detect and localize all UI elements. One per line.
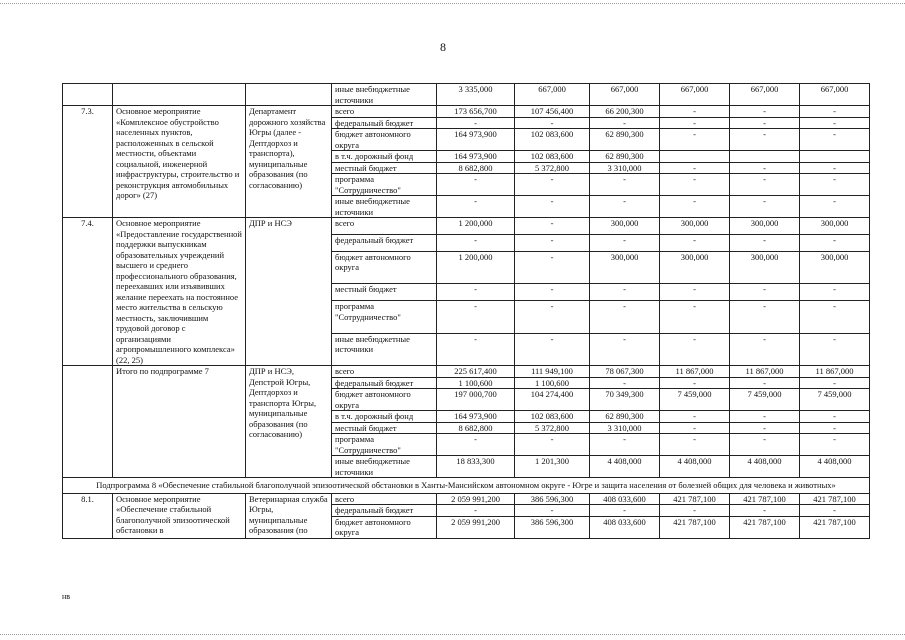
amount-cell: - (660, 234, 730, 251)
funding-source: всего (332, 106, 437, 118)
row-number (63, 84, 113, 106)
amount-cell: 421 787,100 (660, 493, 730, 505)
amount-cell: - (660, 196, 730, 218)
funding-source: бюджет автономного округа (332, 129, 437, 151)
amount-cell: - (800, 162, 870, 174)
amount-cell: 7 459,000 (660, 389, 730, 411)
amount-cell: 300,000 (590, 251, 660, 283)
amount-cell: 4 408,000 (730, 456, 800, 478)
funding-source: программа "Сотрудничество" (332, 174, 437, 196)
amount-cell: - (800, 174, 870, 196)
amount-cell: 2 059 991,200 (437, 516, 515, 538)
amount-cell: 421 787,100 (730, 516, 800, 538)
funding-source: бюджет автономного округа (332, 251, 437, 283)
row-number: 8.1. (63, 493, 113, 538)
amount-cell: 300,000 (800, 251, 870, 283)
amount-cell: - (730, 106, 800, 118)
amount-cell: - (515, 434, 590, 456)
funding-source: местный бюджет (332, 284, 437, 301)
measure-name (113, 84, 246, 106)
executor: ДПР и НСЭ, Депстрой Югры, Дептдорхоз и транспорта Югры, муниципальные образования (по согласованию) (246, 366, 332, 478)
amount-cell: 102 083,600 (515, 129, 590, 151)
row-number: 7.4. (63, 218, 113, 366)
measure-name: Итого по подпрограмме 7 (113, 366, 246, 478)
amount-cell: - (437, 434, 515, 456)
row-number (63, 366, 113, 478)
amount-cell: - (515, 251, 590, 283)
amount-cell: 3 335,000 (437, 84, 515, 106)
funding-source: программа "Сотрудничество" (332, 434, 437, 456)
amount-cell: 164 973,900 (437, 151, 515, 163)
amount-cell: 667,000 (515, 84, 590, 106)
amount-cell: - (660, 377, 730, 389)
amount-cell: 7 459,000 (730, 389, 800, 411)
amount-cell: - (515, 333, 590, 365)
footnote: нв (62, 592, 71, 601)
measure-name: Основное мероприятие «Комплексное обустройство населенных пунктов, расположенных в сельской местности, объектами социальной, инженерной инфраструктуры, строительство и реконструкция автомобильных дорог» (27) (113, 106, 246, 218)
amount-cell: - (800, 284, 870, 301)
amount-cell: - (800, 234, 870, 251)
amount-cell: 421 787,100 (660, 516, 730, 538)
funding-source: бюджет автономного округа (332, 516, 437, 538)
amount-cell: 78 067,300 (590, 366, 660, 378)
amount-cell: - (800, 106, 870, 118)
amount-cell: 421 787,100 (800, 516, 870, 538)
amount-cell: - (730, 333, 800, 365)
amount-cell: - (730, 234, 800, 251)
funding-source: всего (332, 366, 437, 378)
funding-source: иные внебюджетные источники (332, 84, 437, 106)
amount-cell: 1 100,600 (515, 377, 590, 389)
amount-cell: - (515, 174, 590, 196)
amount-cell: 300,000 (660, 218, 730, 235)
amount-cell: 5 372,800 (515, 162, 590, 174)
amount-cell: 164 973,900 (437, 129, 515, 151)
amount-cell: 2 059 991,200 (437, 493, 515, 505)
funding-source: иные внебюджетные источники (332, 456, 437, 478)
amount-cell: - (660, 174, 730, 196)
amount-cell: 300,000 (800, 218, 870, 235)
amount-cell: - (800, 411, 870, 423)
table-row (63, 493, 870, 505)
amount-cell: 421 787,100 (800, 493, 870, 505)
amount-cell: 667,000 (800, 84, 870, 106)
amount-cell: - (660, 422, 730, 434)
amount-cell: 300,000 (730, 251, 800, 283)
amount-cell: 11 867,000 (730, 366, 800, 378)
amount-cell: - (660, 106, 730, 118)
amount-cell: - (800, 434, 870, 456)
amount-cell: - (437, 117, 515, 129)
measure-name: Основное мероприятие «Обеспечение стабильной благополучной эпизоотической обстановки в (113, 493, 246, 538)
amount-cell: 5 372,800 (515, 422, 590, 434)
amount-cell: - (437, 505, 515, 517)
amount-cell: - (730, 117, 800, 129)
amount-cell: 225 617,400 (437, 366, 515, 378)
amount-cell: 667,000 (590, 84, 660, 106)
subprogram-heading: Подпрограмма 8 «Обеспечение стабильной благополучной эпизоотической обстановки в Ханты-Мансийском автономном округе - Югре и защита населения от болезней общих для человека и животных» (63, 478, 870, 494)
amount-cell: 1 200,000 (437, 218, 515, 235)
table-row (63, 106, 870, 118)
amount-cell: - (515, 218, 590, 235)
amount-cell: - (590, 174, 660, 196)
amount-cell: - (730, 162, 800, 174)
amount-cell: 102 083,600 (515, 151, 590, 163)
table-row (63, 366, 870, 378)
amount-cell: - (590, 234, 660, 251)
amount-cell: - (660, 117, 730, 129)
funding-source: бюджет автономного округа (332, 389, 437, 411)
top-scan-edge (0, 3, 905, 4)
amount-cell: - (800, 196, 870, 218)
executor: ДПР и НСЭ (246, 218, 332, 366)
amount-cell: 4 408,000 (800, 456, 870, 478)
amount-cell: - (660, 411, 730, 423)
amount-cell: 1 201,300 (515, 456, 590, 478)
funding-source: местный бюджет (332, 422, 437, 434)
amount-cell: - (515, 284, 590, 301)
amount-cell: 386 596,300 (515, 493, 590, 505)
amount-cell (800, 151, 870, 163)
funding-source: иные внебюджетные источники (332, 333, 437, 365)
funding-source: местный бюджет (332, 162, 437, 174)
amount-cell: 18 833,300 (437, 456, 515, 478)
amount-cell: - (660, 162, 730, 174)
amount-cell: - (730, 174, 800, 196)
page-number: 8 (440, 40, 446, 54)
amount-cell: - (800, 422, 870, 434)
amount-cell: 421 787,100 (730, 493, 800, 505)
amount-cell: 11 867,000 (660, 366, 730, 378)
amount-cell: 62 890,300 (590, 411, 660, 423)
table-row (63, 218, 870, 235)
funding-source: федеральный бюджет (332, 505, 437, 517)
amount-cell: - (437, 333, 515, 365)
amount-cell: - (730, 377, 800, 389)
amount-cell: - (590, 333, 660, 365)
budget-table (62, 83, 870, 539)
table-row (63, 478, 870, 494)
amount-cell: 111 949,100 (515, 366, 590, 378)
funding-source: всего (332, 218, 437, 235)
amount-cell: - (515, 117, 590, 129)
amount-cell: - (660, 129, 730, 151)
amount-cell: - (515, 234, 590, 251)
amount-cell: - (515, 505, 590, 517)
amount-cell: - (590, 284, 660, 301)
amount-cell: 1 200,000 (437, 251, 515, 283)
table-row (63, 84, 870, 106)
amount-cell: - (437, 234, 515, 251)
amount-cell: 4 408,000 (590, 456, 660, 478)
amount-cell: 300,000 (730, 218, 800, 235)
amount-cell: - (437, 301, 515, 333)
funding-source: федеральный бюджет (332, 234, 437, 251)
bottom-scan-edge (0, 634, 905, 635)
amount-cell: - (590, 301, 660, 333)
amount-cell: - (660, 284, 730, 301)
executor: Ветеринарная служба Югры, муниципальные образования (по (246, 493, 332, 538)
amount-cell: - (437, 284, 515, 301)
amount-cell: 173 656,700 (437, 106, 515, 118)
amount-cell: 8 682,800 (437, 422, 515, 434)
amount-cell: 386 596,300 (515, 516, 590, 538)
amount-cell: - (660, 301, 730, 333)
amount-cell: 408 033,600 (590, 516, 660, 538)
amount-cell: 300,000 (590, 218, 660, 235)
amount-cell: 4 408,000 (660, 456, 730, 478)
funding-source: в т.ч. дорожный фонд (332, 151, 437, 163)
amount-cell: - (590, 505, 660, 517)
amount-cell: - (730, 196, 800, 218)
amount-cell: - (800, 129, 870, 151)
amount-cell: 66 200,300 (590, 106, 660, 118)
amount-cell: - (660, 333, 730, 365)
funding-source: федеральный бюджет (332, 117, 437, 129)
amount-cell: 8 682,800 (437, 162, 515, 174)
amount-cell: - (730, 505, 800, 517)
measure-name: Основное мероприятие «Предоставление государственной поддержки выпускникам образовательных учреждений высшего и среднего профессионального образования, переехавших или изъявивших желание переехать на постоянное место жительства в сельскую местность, заключившим трудовой договор с организациями агропромышленного комплекса» (22, 25) (113, 218, 246, 366)
amount-cell: 3 310,000 (590, 162, 660, 174)
funding-source: всего (332, 493, 437, 505)
amount-cell: - (590, 196, 660, 218)
amount-cell: 408 033,600 (590, 493, 660, 505)
amount-cell: - (800, 301, 870, 333)
funding-source: иные внебюджетные источники (332, 196, 437, 218)
amount-cell (730, 151, 800, 163)
amount-cell: 62 890,300 (590, 151, 660, 163)
executor (246, 84, 332, 106)
amount-cell: 107 456,400 (515, 106, 590, 118)
amount-cell: - (800, 377, 870, 389)
amount-cell: - (515, 196, 590, 218)
executor: Департамент дорожного хозяйства Югры (далее - Дептдорхоз и транспорта), муниципальные образования (по согласованию) (246, 106, 332, 218)
amount-cell: - (660, 505, 730, 517)
amount-cell: 667,000 (730, 84, 800, 106)
amount-cell: 102 083,600 (515, 411, 590, 423)
amount-cell: 197 000,700 (437, 389, 515, 411)
amount-cell: - (437, 196, 515, 218)
amount-cell: - (730, 422, 800, 434)
funding-source: программа "Сотрудничество" (332, 301, 437, 333)
amount-cell: - (660, 434, 730, 456)
amount-cell: - (800, 117, 870, 129)
amount-cell: - (800, 333, 870, 365)
amount-cell: - (730, 284, 800, 301)
amount-cell: - (730, 129, 800, 151)
amount-cell: 300,000 (660, 251, 730, 283)
amount-cell: 667,000 (660, 84, 730, 106)
amount-cell: - (730, 434, 800, 456)
amount-cell: - (590, 117, 660, 129)
amount-cell: - (730, 301, 800, 333)
amount-cell: 70 349,300 (590, 389, 660, 411)
amount-cell: 62 890,300 (590, 129, 660, 151)
amount-cell: 164 973,900 (437, 411, 515, 423)
amount-cell (660, 151, 730, 163)
amount-cell: 104 274,400 (515, 389, 590, 411)
amount-cell: - (800, 505, 870, 517)
funding-source: в т.ч. дорожный фонд (332, 411, 437, 423)
amount-cell: - (437, 174, 515, 196)
amount-cell: 7 459,000 (800, 389, 870, 411)
amount-cell: - (590, 434, 660, 456)
amount-cell: - (730, 411, 800, 423)
amount-cell: - (590, 377, 660, 389)
funding-source: федеральный бюджет (332, 377, 437, 389)
row-number: 7.3. (63, 106, 113, 218)
amount-cell: 1 100,600 (437, 377, 515, 389)
amount-cell: 3 310,000 (590, 422, 660, 434)
amount-cell: 11 867,000 (800, 366, 870, 378)
amount-cell: - (515, 301, 590, 333)
